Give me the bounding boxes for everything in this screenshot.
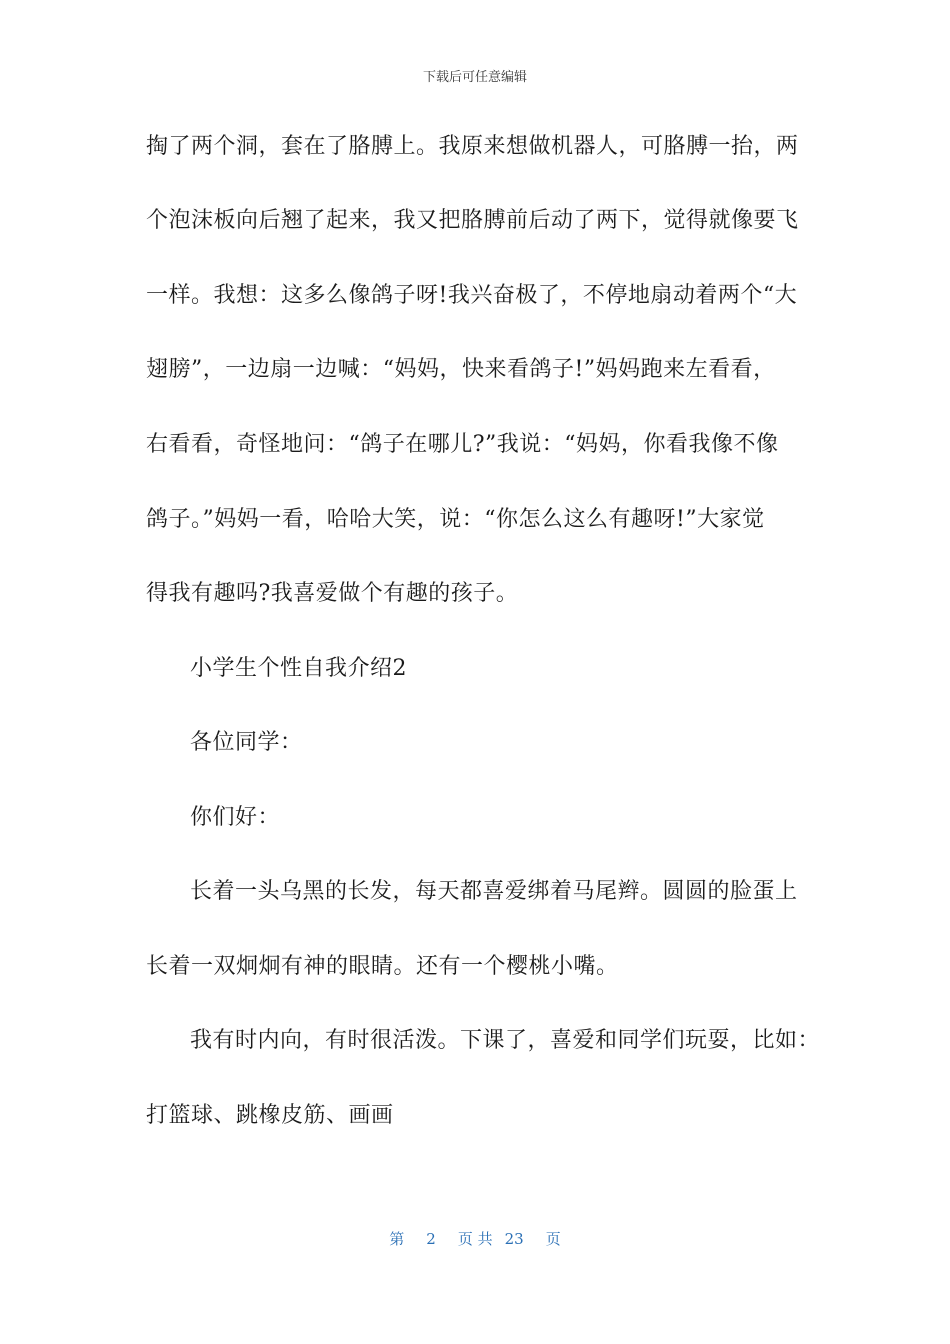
page-footer (0, 1228, 950, 1249)
body-line: 长着一头乌黑的长发，每天都喜爱绑着马尾辫。圆圆的脸蛋上 (190, 879, 798, 904)
page-suffix: 页 (545, 1230, 561, 1248)
body-line: 掏了两个洞，套在了胳膊上。我原来想做机器人，可胳膊一抬，两 (146, 134, 799, 159)
body-line: 右看看，奇怪地问：“鸽子在哪儿?”我说：“妈妈，你看我像不像 (146, 432, 779, 457)
page-middle: 页 共 (457, 1230, 493, 1248)
section-title: 小学生个性自我介绍2 (190, 656, 407, 681)
body-line: 翅膀”，一边扇一边喊：“妈妈，快来看鸽子!”妈妈跑来左看看， (146, 357, 776, 382)
body-line: 鸽子。”妈妈一看，哈哈大笑，说：“你怎么这么有趣呀!”大家觉 (146, 507, 765, 532)
page-number: 2 (426, 1230, 436, 1248)
greeting-line: 你们好： (190, 805, 281, 830)
header-note: 下载后可任意编辑 (422, 70, 527, 85)
body-line: 一样。我想：这多么像鸽子呀!我兴奋极了，不停地扇动着两个“大 (146, 283, 798, 308)
body-line: 得我有趣吗?我喜爱做个有趣的孩子。 (146, 581, 519, 606)
body-line: 长着一双炯炯有神的眼睛。还有一个樱桃小嘴。 (146, 954, 619, 979)
body-line: 个泡沫板向后翘了起来，我又把胳膊前后动了两下，觉得就像要飞 (146, 208, 799, 233)
body-line: 我有时内向，有时很活泼。下课了，喜爱和同学们玩耍，比如： (190, 1028, 821, 1053)
body-line: 打篮球、跳橡皮筋、画画 (146, 1103, 394, 1128)
total-pages: 23 (504, 1230, 524, 1248)
page-prefix: 第 (389, 1230, 405, 1248)
greeting-line: 各位同学： (190, 730, 303, 755)
